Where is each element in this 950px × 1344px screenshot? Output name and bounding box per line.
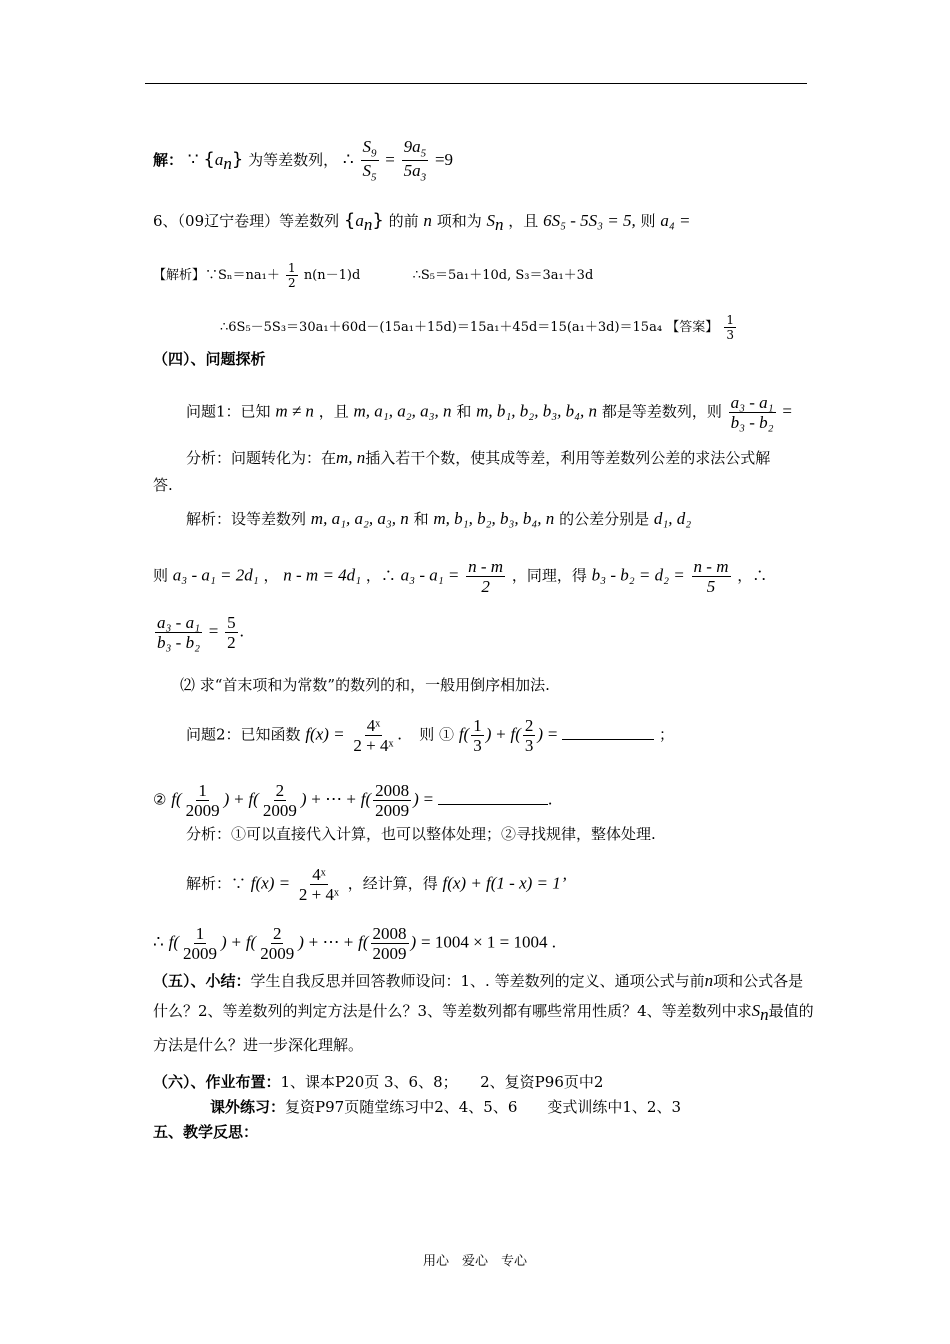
section-5-summary: （五）、小结：学生自我反思并回答教师设问：1、. 等差数列的定义、通项公式与前n项和公式各是什么？2、等差数列的判定方法是什么？3、等差数列都有哪些常用性质？4、等差数列中求$S_n$最值的方法是什么？进一步深化理解。: [153, 971, 814, 1054]
teaching-reflection-title: 五、教学反思：: [153, 1123, 259, 1141]
solution-2: 解析：∵ f(x) = $\frac{\text{4ˣ}}{\text{2 + 4ˣ}}$ ，经计算，得 f(x) + f(1 - x) = 1’: [186, 865, 567, 904]
solution-1: 解析：设等差数列 m, a₁, a₂, a₃, n 和 m, b₁, b₂, b₃, b₄, n 的公差分别是 d₁, d₂: [186, 509, 692, 528]
analysis-q6-line2: ∴6S₅－5S₃＝30a₁＋60d－(15a₁＋15d)＝15a₁＋45d＝15(a₁＋3d)＝15a₄ 【答案】 $\frac{1}{3}$: [220, 313, 734, 342]
fraction-fx: $\frac{\text{4ˣ}}{\text{2 + 4ˣ}}$: [353, 716, 394, 755]
problem-2-part2: ② f( $\frac{1}{2009}$ ) + f( $\frac{2}{2009}$ ) + ⋯ + f( $\frac{2008}{2009}$ ) = .: [153, 781, 553, 820]
section-6-homework: （六）、作业布置：1、课本P20页 3、6、8； 2、复资P96页中2: [153, 1073, 604, 1091]
solution-label: 解：: [153, 150, 184, 169]
analysis-1: 分析：问题转化为：在m, n插入若干个数，使其成等差，利用等差数列公差的求法公式解: [186, 448, 771, 467]
fraction-9a5-5a3: $\frac{9a_5}{5a_3}$: [403, 137, 427, 184]
fraction-nm-5: $\frac{n - m}{5}$: [693, 557, 729, 596]
fraction-one-half: $\frac{1}{2}$: [288, 261, 296, 290]
analysis-2: 分析：①可以直接代入计算，也可以整体处理；②寻找规律，整体处理.: [186, 825, 656, 843]
analysis-1-cont: 答.: [153, 476, 173, 494]
fraction-result-lhs: $\frac{\text{a₃ - a₁}}{\text{b₃ - b₂}}$: [157, 613, 200, 652]
solution-q5: 解： ∵ $\{a_n\}$ 为等差数列， ∴ $\frac{S_9}{S_5}$ = $\frac{9a_5}{5a_3}$ =9: [153, 137, 454, 184]
fraction-fx-2: $\frac{\text{4ˣ}}{\text{2 + 4ˣ}}$: [298, 865, 339, 904]
solution-2-result: ∴ f( $\frac{1}{2009}$ ) + f( $\frac{2}{2009}$ ) + ⋯ + f( $\frac{2008}{2009}$ ) = 1004 × 1 = 1004 .: [153, 924, 556, 963]
fraction-nm-2: $\frac{n - m}{2}$: [468, 557, 504, 596]
fraction-problem-1: $\frac{\text{a₃ - a₁}}{\text{b₃ - b₂}}$: [730, 393, 774, 432]
problem-2: 问题2：已知函数 f(x) = $\frac{\text{4ˣ}}{\text{2 + 4ˣ}}$ . 则 ① f( $\frac{1}{3}$ ) + f( $\frac{2}{3}$ ) = ；: [186, 716, 675, 755]
fraction-s9-s5: $\frac{S_9}{S_5}$: [362, 137, 377, 184]
answer-blank-2[interactable]: [438, 804, 548, 805]
solution-1-line2: 则 a₃ - a₁ = 2d₁ ， n - m = 4d₁ ，∴ a₃ - a₁ = $\frac{n - m}{2}$ ，同理，得 b₃ - b₂ = d₂ = $\frac{n - m}{5}$ ，∴: [153, 557, 768, 596]
analysis-q6-line1: 【解析】∵Sₙ＝na₁＋ $\frac{1}{2}$ n(n－1)d ∴S₅＝5a₁＋10d, S₃＝3a₁＋3d: [153, 261, 594, 290]
extra-practice: 课外练习：复资P97页随堂练习中2、4、5、6 变式训练中1、2、3: [210, 1098, 682, 1116]
header-rule: [145, 83, 807, 84]
answer-label: 【答案】: [666, 320, 719, 335]
section-4-title: （四）、问题探析: [153, 350, 266, 368]
question-6: 6、（09辽宁卷理）等差数列 $\{a_n\}$ 的前 n 项和为 $S_n$ ，且 6S₅ - 5S₃ = 5, 则 a₄ =: [153, 210, 691, 234]
fraction-answer: $\frac{1}{3}$: [726, 313, 734, 342]
method-2: ⑵ 求“首末项和为常数”的数列的和，一般用倒序相加法.: [180, 676, 550, 694]
solution-1-result: $\frac{\text{a₃ - a₁}}{\text{b₃ - b₂}}$ = $\frac{5}{2}$ .: [157, 613, 244, 652]
answer-blank-1[interactable]: [562, 739, 654, 740]
fraction-result-5-2: $\frac{5}{2}$: [227, 613, 236, 652]
analysis-label: 【解析】: [153, 268, 206, 283]
problem-1: 问题1：已知 m ≠ n ，且 m, a₁, a₂, a₃, n 和 m, b₁, b₂, b₃, b₄, n 都是等差数列，则 $\frac{\text{a₃ - a₁}}{\text{b₃ - b₂}}$ =: [186, 393, 792, 432]
page-footer: 用心 爱心 专心: [422, 1254, 527, 1269]
